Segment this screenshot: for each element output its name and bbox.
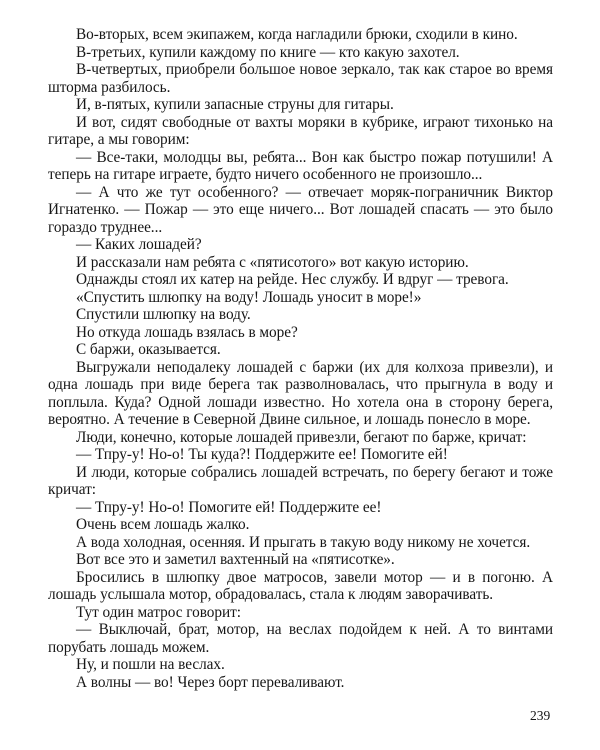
paragraph: Спустили шлюпку на воду. [76,306,251,323]
paragraph: И рассказали нам ребята с «пятисотого» вот какую историю. [76,253,469,271]
paragraph: Бросились в шлюпку двое матросов, завели мотор — и в погоню. А лошадь услышала мотор, обрадовалась, стала к людям заворачивать. [48,568,553,603]
paragraph: И люди, которые собрались лошадей встречать, по берегу бегают и тоже кричат: [48,463,553,498]
paragraph: — Каких лошадей? [76,236,202,253]
paragraph: Но откуда лошадь взялась в море? [76,323,298,341]
paragraph: В-третьих, купили каждому по книге — кто какую захотел. [76,43,460,61]
paragraph: — А что же тут особенного? — отвечает моряк-пограничник Виктор Игнатенко. — Пожар — это еще ничего... Вот лошадей спасать — это было гораздо труднее... [48,183,553,236]
paragraph: Ну, и пошли на веслах. [76,656,225,673]
paragraph: «Спустить шлюпку на воду! Лошадь уносит в море!» [76,288,422,306]
paragraph: — Тпру-у! Но-о! Помогите ей! Поддержите ее! [76,498,382,516]
paragraph: С баржи, оказывается. [76,341,221,358]
paragraph: Тут один матрос говорит: [76,603,241,621]
paragraph: Люди, конечно, которые лошадей привезли, бегают по барже, кричат: [76,428,527,446]
paragraph: И вот, сидят свободные от вахты моряки в кубрике, играют тихонько на гитаре, а мы говорим: [48,113,553,148]
paragraph: В-четвертых, приобрели большое новое зеркало, так как старое во время шторма разбилось. [48,61,553,96]
paragraph: Выгружали неподалеку лошадей с баржи (их для колхоза привезли), и одна лошадь при виде берега так разволновалась, что прыгнула в воду и поплыла. Куда? Одной лошади известно. Но хотела она в сторону берега, вероятно. А течение в Северной Двине сильное, и лошадь понесло в море. [48,358,553,428]
page-text [48,26,553,691]
paragraph: — Все-таки, молодцы вы, ребята... Вон как быстро пожар потушили! А теперь на гитаре играете, будто ничего особенного не произошло... [48,148,553,183]
paragraph: А вода холодная, осенняя. И прыгать в такую воду никому не хочется. [76,533,531,551]
paragraph: А волны — во! Через борт переваливают. [76,673,345,691]
paragraph: Очень всем лошадь жалко. [76,516,250,533]
paragraph: Во-вторых, всем экипажем, когда нагладили брюки, сходили в кино. [76,26,518,43]
paragraph: И, в-пятых, купили запасные струны для гитары. [76,96,394,113]
page-number: 239 [530,708,551,723]
paragraph: Вот все это и заметил вахтенный на «пятисотке». [76,551,395,568]
paragraph: Однажды стоял их катер на рейде. Нес службу. И вдруг — тревога. [76,271,509,288]
paragraph: — Тпру-у! Но-о! Ты куда?! Поддержите ее! Помогите ей! [76,446,448,463]
paragraph: — Выключай, брат, мотор, на веслах подойдем к ней. А то винтами порубать лошадь можем. [48,621,553,656]
